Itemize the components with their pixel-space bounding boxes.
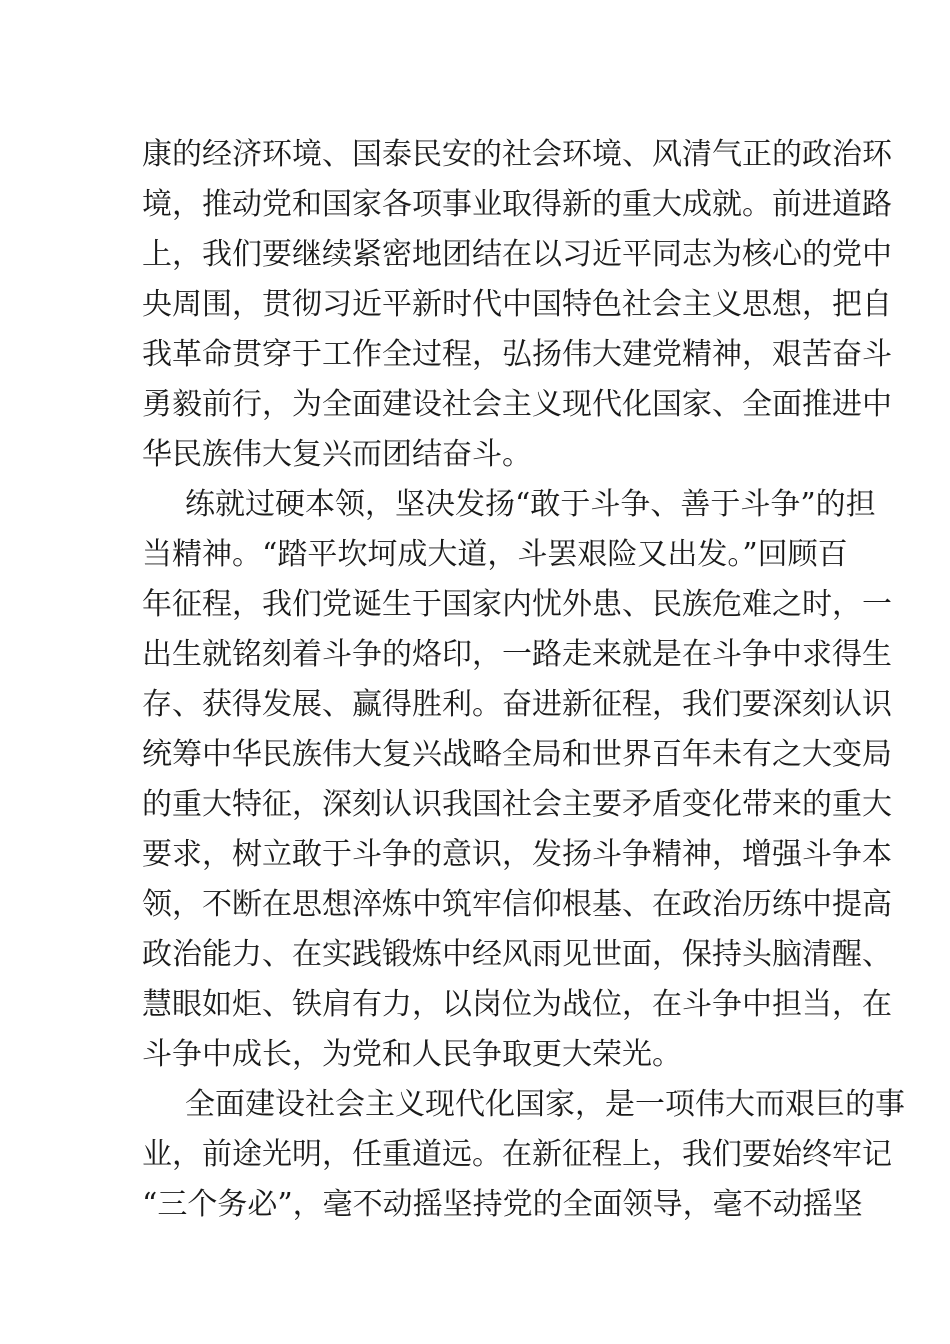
text-line: 斗争中成长，为党和人民争取更大荣光。 xyxy=(142,1037,682,1072)
text-line: 勇毅前行，为全面建设社会主义现代化国家、全面推进中 xyxy=(142,387,892,422)
text-line: 统筹中华民族伟大复兴战略全局和世界百年未有之大变局 xyxy=(142,737,892,772)
paragraph xyxy=(142,480,892,1080)
text-line: 当精神。“踏平坎坷成大道，斗罢艰险又出发。”回顾百 xyxy=(142,537,848,572)
text-line: 要求，树立敢于斗争的意识，发扬斗争精神，增强斗争本 xyxy=(142,837,892,872)
text-line: 康的经济环境、国泰民安的社会环境、风清气正的政治环 xyxy=(142,137,892,172)
document-body xyxy=(142,130,905,1230)
text-line: 慧眼如炬、铁肩有力，以岗位为战位，在斗争中担当，在 xyxy=(142,987,892,1022)
text-line: 境，推动党和国家各项事业取得新的重大成就。前进道路 xyxy=(142,187,892,222)
paragraph xyxy=(142,1080,905,1230)
text-line: 我革命贯穿于工作全过程，弘扬伟大建党精神，艰苦奋斗 xyxy=(142,337,892,372)
text-line: 出生就铭刻着斗争的烙印，一路走来就是在斗争中求得生 xyxy=(142,637,892,672)
text-line: 业，前途光明，任重道远。在新征程上，我们要始终牢记 xyxy=(142,1137,892,1172)
text-line: 的重大特征，深刻认识我国社会主要矛盾变化带来的重大 xyxy=(142,787,892,822)
text-line: 领，不断在思想淬炼中筑牢信仰根基、在政治历练中提高 xyxy=(142,887,892,922)
text-line: 上，我们要继续紧密地团结在以习近平同志为核心的党中 xyxy=(142,237,892,272)
text-line: 政治能力、在实践锻炼中经风雨见世面，保持头脑清醒、 xyxy=(142,937,892,972)
text-line: “三个务必”，毫不动摇坚持党的全面领导，毫不动摇坚 xyxy=(142,1187,863,1222)
text-line: 练就过硬本领，坚决发扬“敢于斗争、善于斗争”的担 xyxy=(185,487,876,522)
text-line: 华民族伟大复兴而团结奋斗。 xyxy=(142,437,532,472)
text-line: 年征程，我们党诞生于国家内忧外患、民族危难之时，一 xyxy=(142,587,892,622)
text-line: 存、获得发展、赢得胜利。奋进新征程，我们要深刻认识 xyxy=(142,687,892,722)
text-line: 央周围，贯彻习近平新时代中国特色社会主义思想，把自 xyxy=(142,287,892,322)
text-line: 全面建设社会主义现代化国家，是一项伟大而艰巨的事 xyxy=(185,1087,905,1122)
paragraph xyxy=(142,130,892,480)
